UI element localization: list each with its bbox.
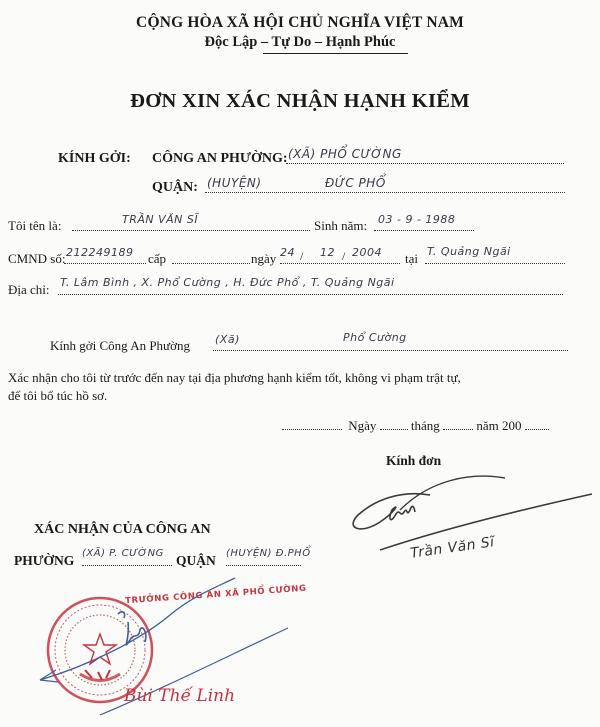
request-body-line1: Xác nhận cho tôi từ trước đến nay tại địa phương hạnh kiểm tốt, không vi phạm trật tự, <box>8 370 461 385</box>
police-ward-field[interactable] <box>286 147 564 169</box>
id-value: 212249189 <box>66 246 134 259</box>
issue-place-value: T. Quảng Ngãi <box>427 245 511 258</box>
police-district-confirm-value: (HUYỆN) Đ.PHỔ <box>226 548 311 559</box>
date-separator: / <box>300 249 304 263</box>
police-ward-confirm-field[interactable] <box>82 548 172 571</box>
issue-place-label: tại <box>405 251 418 266</box>
police-district-confirm-field[interactable] <box>226 548 311 571</box>
date-separator: / <box>342 249 346 263</box>
id-field[interactable] <box>64 246 146 269</box>
district-label: QUẬN: <box>152 180 198 195</box>
date-month-label: tháng <box>410 418 440 433</box>
applicant-signature-icon <box>340 470 600 570</box>
national-name: CỘNG HÒA XÃ HỘI CHỦ NGHĨA VIỆT NAM <box>136 14 464 31</box>
police-ward-confirm-label: PHƯỜNG <box>14 553 75 568</box>
request-body-line2: để tôi bổ túc hồ sơ. <box>8 388 108 403</box>
police-district-confirm-label: QUẬN <box>176 553 216 568</box>
issue-place-field[interactable] <box>425 245 565 269</box>
issue-date-field[interactable] <box>280 246 400 269</box>
date-month-field[interactable] <box>443 420 473 430</box>
district-value: ĐỨC PHỔ <box>325 176 386 190</box>
national-motto: Độc Lập – Tự Do – Hạnh Phúc <box>204 34 396 50</box>
officer-name: Bùi Thế Linh <box>124 686 236 706</box>
name-label: Tôi tên là: <box>8 218 62 233</box>
date-year-label: năm 200 <box>476 418 522 433</box>
district-prefix: (HUYỆN) <box>207 176 262 190</box>
name-field[interactable] <box>72 213 310 236</box>
address-value: T. Lâm Bình , X. Phổ Cường , H. Đức Phổ , T. Quảng Ngãi <box>60 276 395 289</box>
date-day-field[interactable] <box>380 420 408 430</box>
birth-label: Sinh năm: <box>314 218 368 233</box>
issue-date-label: ngày <box>251 251 277 266</box>
address-label: Địa chỉ: <box>8 282 50 297</box>
police-ward-value: (XÃ) PHỔ CƯỜNG <box>288 147 402 161</box>
address-field[interactable] <box>58 276 563 300</box>
salutation-field[interactable] <box>213 331 568 356</box>
salutation-prefix: (Xã) <box>215 333 240 346</box>
salutation-value: Phổ Cường <box>343 331 407 344</box>
issue-year: 2004 <box>352 246 382 259</box>
date-day-label: Ngày <box>348 418 377 433</box>
date-line <box>282 418 549 434</box>
issued-by-field[interactable] <box>172 251 250 269</box>
police-ward-label: CÔNG AN PHƯỜNG: <box>152 151 288 166</box>
motto-underline <box>263 53 408 54</box>
date-year-field[interactable] <box>525 420 549 430</box>
police-ward-confirm-value: (XÃ) P. CƯỜNG <box>82 548 164 559</box>
birth-value: 03 - 9 - 1988 <box>378 213 456 226</box>
issue-day: 24 <box>280 246 295 259</box>
issued-label: cấp <box>148 251 167 266</box>
date-place-field[interactable] <box>282 420 342 430</box>
birth-field[interactable] <box>374 213 474 236</box>
district-field[interactable] <box>205 176 565 198</box>
id-label: CMND số: <box>8 251 66 266</box>
applicant-signature-label: Kính đơn <box>386 453 442 468</box>
applicant-signed-name: Trần Văn Sĩ <box>409 534 496 562</box>
addressee-label: KÍNH GỞI: <box>58 151 131 166</box>
stamp-title: TRƯỞNG CÔNG AN XÃ PHỔ CƯỜNG <box>124 583 307 607</box>
police-confirmation-title: XÁC NHẬN CỦA CÔNG AN <box>34 522 211 537</box>
salutation-label: Kính gởi Công An Phường <box>50 338 190 353</box>
name-value: TRẦN VĂN SĨ <box>122 213 199 226</box>
issue-month: 12 <box>320 246 335 259</box>
document-title: ĐƠN XIN XÁC NHẬN HẠNH KIỂM <box>130 90 470 112</box>
